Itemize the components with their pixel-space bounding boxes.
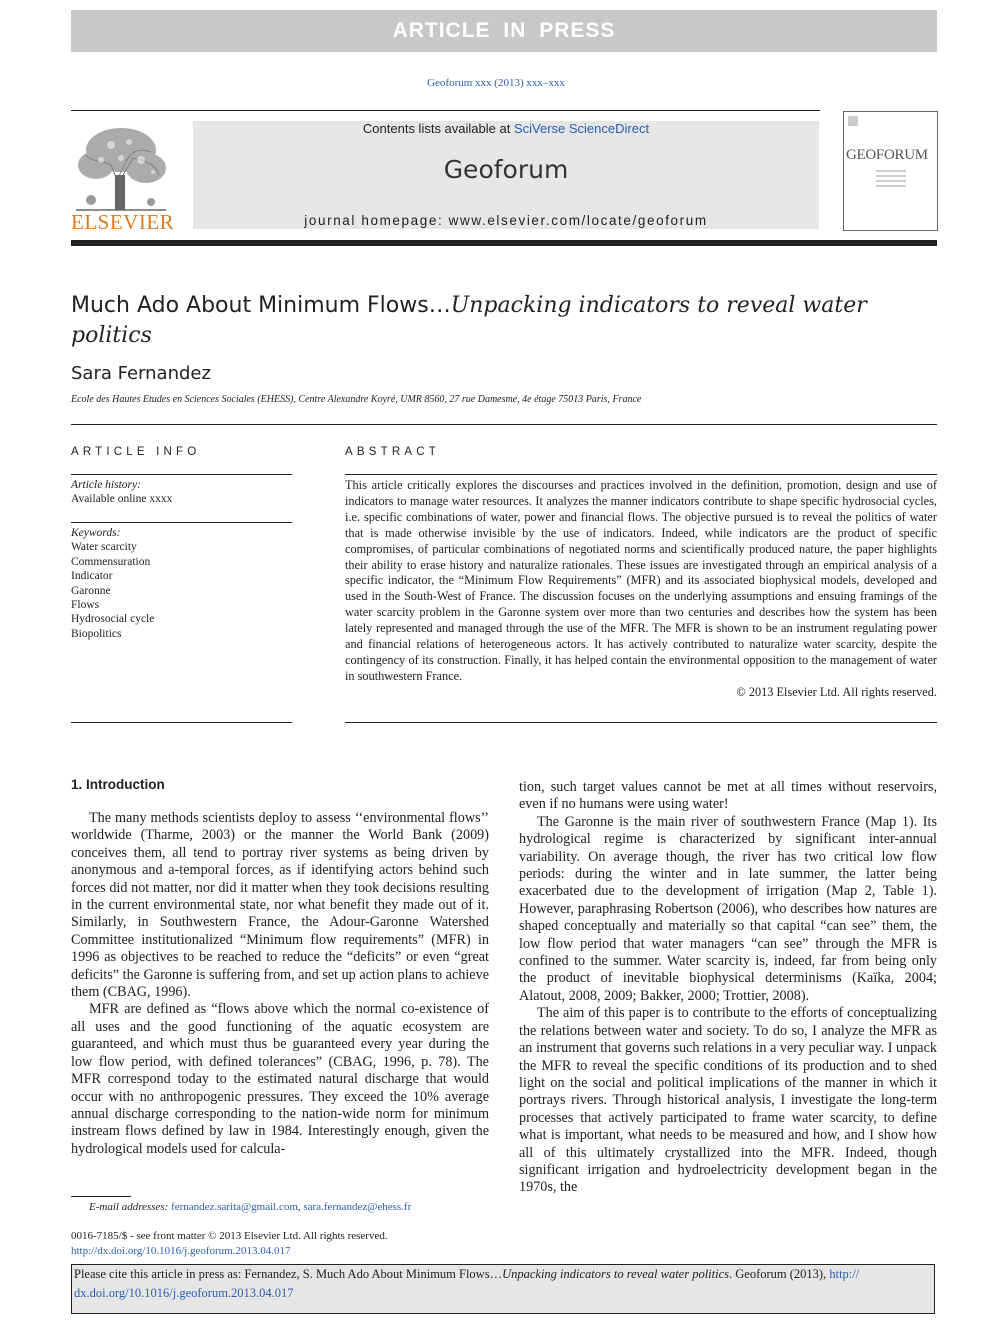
cite-doi-link-end[interactable]: dx.doi.org/10.1016/j.geoforum.2013.04.017 (74, 1286, 294, 1300)
body-paragraph: tion, such target values cannot be met at all times without reservoirs, even if no humans were using water! (519, 779, 937, 813)
section-heading-introduction: 1. Introduction (71, 777, 165, 792)
body-paragraph: The aim of this paper is to contribute to the efforts of conceptualizing the relations between water and society. To do so, I analyze the MFR as an instrument that governs such relations in a very peculiar way. I unpack the MFR to reveal the specific conditions of its production and to shed light on the social and political implications of the manner in which it portrays rivers. Through historical analysis, I investigate the long-term processes that actively participated to frame water scarcity, to define what is important, what needs to be measured and how, and I show how all of this ultimately crystallized into the MFR. Indeed, though significant irrigation and hydroelectricity development began in the 1970s, the (519, 1005, 937, 1196)
abstract-bottom-rule (345, 722, 937, 723)
header-thick-rule (71, 240, 937, 246)
abstract-copyright: © 2013 Elsevier Ltd. All rights reserved. (736, 684, 937, 699)
cite-this-article-box (71, 1264, 935, 1314)
journal-homepage[interactable]: journal homepage: www.elsevier.com/locate/geoforum (304, 213, 708, 228)
contents-line (193, 121, 819, 136)
author-affiliation: Ecole des Hautes Etudes en Sciences Sociales (EHESS), Centre Alexandre Koyré, UMR 8560, 27 rue Damesme, 4e étage 75013 Paris, France (71, 394, 642, 405)
info-top-rule (71, 424, 937, 425)
cover-title: GEOFORUM (846, 147, 928, 163)
title-italic: Unpacking indicators to reveal water (450, 293, 867, 318)
cite-title: Unpacking indicators to reveal water politics (502, 1267, 730, 1281)
info-rule-1 (71, 474, 292, 475)
article-history (71, 478, 172, 507)
sciencedirect-link[interactable]: SciVerse ScienceDirect (513, 121, 650, 136)
left-column (71, 810, 489, 1158)
author-name: Sara Fernandez (71, 363, 211, 384)
abstract-body (345, 478, 937, 701)
info-bottom-rule (71, 722, 292, 723)
cite-prefix: Please cite this article in press as: Fernandez, S. Much Ado About Minimum Flows… (74, 1267, 503, 1281)
article-in-press-banner: ARTICLE IN PRESS (71, 10, 937, 52)
info-rule-2 (71, 522, 292, 523)
keyword-item: Commensuration (71, 555, 151, 568)
title-plain: Much Ado About Minimum Flows… (71, 293, 451, 318)
title-italic-cont: politics (71, 323, 152, 348)
abstract-text: This article critically explores the discourses and practices involved in the definition, promotion, design and use of indicators to manage water resources. It analyzes the manner indicators contribute to shape specific hydrosocial cycles, i.e. specific combinations of water, power and financial flows. The objective pursued is to reveal the politics of water that is made otherwise invisible by the use of indicators. Indeed, while indicators are the product of specific compromises, of particular combinations of negotiated norms and scientifically produced nature, the paper highlights their ability to erase history and naturalize rationales. These issues are investigated through an empirical analysis of a specific indicator, the “Minimum Flow Requirements” (MFR) and its associated biophysical models, developed and used in the South-West of France. The discussion focuses on the underlying assumptions and ensuing framings of the water scarcity problem in the Garonne system over more than two centuries and describes how the system has been lately represented and managed through the use of the MFR. The MFR is shown to be an instrument regulating power and financial relations of heterogeneous actors. It has actively contributed to naturalize water scarcity, despite the contingency of its construction. Finally, it has helped contain the environmental opposition to the management of water in southwestern France. (345, 478, 937, 683)
journal-header-box (193, 121, 819, 229)
article-title (71, 291, 891, 351)
contents-prefix: Contents lists available at (362, 121, 511, 136)
keywords-block (71, 526, 154, 641)
history-label: Article history: (71, 479, 141, 491)
email-link-1[interactable]: fernandez.sarita@gmail.com (171, 1201, 298, 1213)
journal-citation-link[interactable]: Geoforum xxx (2013) xxx–xxx (427, 77, 565, 89)
elsevier-wordmark: ELSEVIER (71, 210, 175, 234)
body-paragraph: The many methods scientists deploy to assess ‘‘environmental flows’’ worldwide (Tharme, 2003) or the manner the World Bank (2009) conceives them, all tend to portray river systems as being driven by anonymous and a-temporal forces, as if identifying actors behind such forces did not matter, nor did it matter when they took decisions resulting in the current environmental state, nor what benefit they made out of it. Similarly, in Southwestern France, the Adour-Garonne Watershed Committee institutionalized “Minimum flow requirements” (MFR) in 1996 as objectives to be reached to reduce the “deficits” or even “great deficits” the Garonne is suffering from, and set up action plans to achieve them (CBAG, 1996). (71, 810, 489, 1001)
keyword-item: Indicator (71, 570, 113, 583)
abstract-heading: ABSTRACT (345, 446, 440, 458)
keywords-label: Keywords: (71, 527, 121, 539)
email-footnote (89, 1201, 411, 1213)
keyword-item: Hydrosocial cycle (71, 613, 155, 626)
email-label: E-mail addresses: (89, 1201, 169, 1213)
footnote-rule (71, 1196, 131, 1197)
cover-logo-icon (848, 116, 858, 126)
header-top-rule (71, 110, 820, 111)
journal-name: Geoforum (443, 155, 569, 184)
cite-doi-link-start[interactable]: http:// (829, 1267, 860, 1281)
keyword-item: Water scarcity (71, 541, 137, 554)
body-paragraph: MFR are defined as “flows above which the normal co-existence of all uses and the good functioning of the aquatic ecosystem are guaranteed, and which must thus be guaranteed every year during the low flow period, with defined tolerances” (CBAG, 1996, p. 78). The MFR correspond today to the estimated natural discharge that would occur with no anthropogenic pressures. They exceed the 10% average annual discharge corresponding to the nation-wide norm for minimum instream flows defined by law in 1984. Interestingly enough, given the hydrological models used for calcula- (71, 1001, 489, 1157)
right-column (519, 779, 937, 1197)
keyword-item: Biopolitics (71, 627, 122, 640)
journal-cover-thumbnail (843, 111, 938, 231)
article-info-heading: ARTICLE INFO (71, 446, 201, 458)
email-separator: , (297, 1201, 301, 1213)
cite-suffix: . Geoforum (2013), (729, 1267, 827, 1281)
email-link-2[interactable]: sara.fernandez@ehess.fr (303, 1201, 412, 1213)
body-paragraph: The Garonne is the main river of southwestern France (Map 1). Its hydrological regime is characterized by significant inter-annual variability. On average though, the river has two critical low flow periods: during the winter and in late summer, the latter being exacerbated due to the development of irrigation (Map 2, Table 1). However, paraphrasing Robertson (2006), who describes how natures are shaped conceptually and materially so that capital “can see” them, the low flow period that water managers “can see” through the MFR is confined to the summer. Water scarcity is, indeed, far from being only the product of inevitable biophysical determinisms (Kaïka, 2004; Alatout, 2008, 2009; Bakker, 2000; Trottier, 2008). (519, 813, 937, 1004)
abstract-top-rule (345, 474, 937, 475)
cover-text-lines-icon (876, 170, 906, 196)
doi-link[interactable]: http://dx.doi.org/10.1016/j.geoforum.2013.04.017 (71, 1245, 291, 1257)
keyword-item: Flows (71, 599, 100, 612)
issn-line: 0016-7185/$ - see front matter © 2013 Elsevier Ltd. All rights reserved. (71, 1230, 388, 1242)
keyword-item: Garonne (71, 584, 111, 597)
history-value: Available online xxxx (71, 493, 173, 506)
